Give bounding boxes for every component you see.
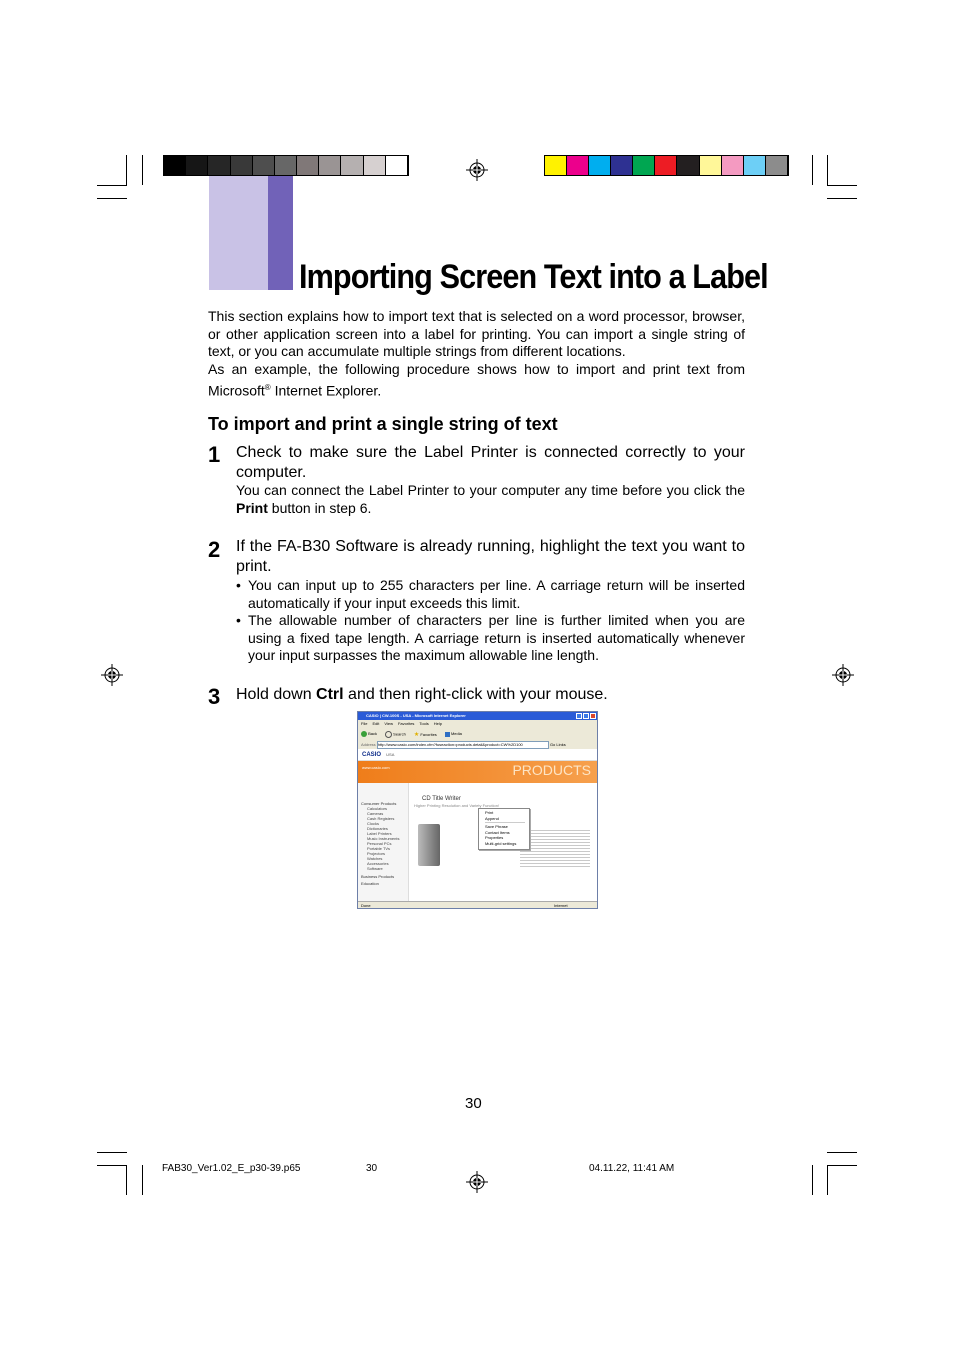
- window-titlebar: [358, 712, 597, 720]
- crop-mark: [827, 185, 857, 186]
- sidebar-section[interactable]: Consumer Products: [361, 801, 397, 806]
- region-label: USA: [386, 752, 395, 757]
- sidebar-item[interactable]: Watches: [367, 856, 383, 861]
- step-text: If the FA-B30 Software is already running, highlight the text you want to print.: [236, 538, 745, 575]
- section-heading: To import and print a single string of text: [208, 414, 558, 434]
- sidebar-list: [358, 806, 408, 871]
- footer-timestamp: 04.11.22, 11:41 AM: [589, 1163, 675, 1174]
- close-icon[interactable]: [590, 713, 596, 719]
- maximize-icon[interactable]: [583, 713, 589, 719]
- crop-mark: [812, 1165, 813, 1195]
- back-label: Back: [368, 731, 378, 737]
- step-number: 1: [208, 442, 221, 467]
- media-button[interactable]: [445, 731, 462, 736]
- address-label: Address: [361, 742, 376, 748]
- search-button[interactable]: [385, 731, 406, 738]
- search-icon: [385, 731, 392, 738]
- window-title: CASIO | CW-100S - USA - Microsoft Internet Explorer: [366, 713, 466, 718]
- registration-mark-icon: [466, 159, 488, 181]
- bullet-item: [236, 612, 745, 665]
- crop-mark: [97, 1165, 127, 1166]
- gray-swatch: [186, 156, 208, 175]
- registration-mark-icon: [466, 1171, 488, 1193]
- crop-mark: [97, 1152, 127, 1153]
- sidebar: [358, 783, 409, 902]
- browser-screenshot: [357, 711, 598, 909]
- registration-mark-icon: [832, 664, 854, 686]
- gray-swatch: [364, 156, 386, 175]
- product-image: [418, 824, 440, 866]
- sidebar-item[interactable]: Calculators: [367, 806, 388, 811]
- step-number: 2: [208, 537, 221, 562]
- step-text-bold: Ctrl: [316, 686, 344, 703]
- content-area: [412, 788, 594, 898]
- intro-text-1: This section explains how to import text that is selected on a word processor, browser, or other application screen into a label for printing. You can import a single string of text, or you can accumulate multiple strings from different locations.: [208, 308, 745, 360]
- gray-swatch: [297, 156, 319, 175]
- crop-mark: [827, 155, 828, 185]
- menu-item[interactable]: Properties: [485, 835, 504, 841]
- site-header: [358, 749, 597, 761]
- crop-mark: [126, 1165, 127, 1195]
- step-note-bold: Print: [236, 499, 268, 516]
- crop-mark: [827, 198, 857, 199]
- gray-swatch: [164, 156, 186, 175]
- sidebar-item[interactable]: Clocks: [367, 821, 380, 826]
- links-label: Links: [556, 742, 566, 748]
- crop-mark: [126, 155, 127, 185]
- address-bar: [358, 741, 597, 749]
- page-number: 30: [465, 1095, 482, 1112]
- sidebar-item[interactable]: Projectors: [367, 851, 386, 856]
- status-bar: [358, 901, 597, 908]
- star-icon: ★: [413, 731, 420, 738]
- crop-mark: [142, 1165, 143, 1195]
- minimize-icon[interactable]: [576, 713, 582, 719]
- footer-page: 30: [366, 1163, 378, 1174]
- color-swatch: [700, 156, 722, 175]
- sidebar-item[interactable]: Cash Registers: [367, 816, 395, 821]
- color-swatch: [589, 156, 611, 175]
- crop-mark: [827, 1165, 828, 1195]
- text-placeholder: [520, 828, 590, 868]
- intro-paragraph: [208, 308, 745, 400]
- sidebar-item[interactable]: Accessories: [367, 861, 389, 866]
- gray-swatch: [253, 156, 275, 175]
- sidebar-item[interactable]: Portable TVs: [367, 846, 391, 851]
- gray-swatch: [386, 156, 408, 175]
- sidebar-item[interactable]: Dictionaries: [367, 826, 388, 831]
- step-text: [236, 685, 745, 705]
- crop-mark: [97, 198, 127, 199]
- media-icon: [445, 732, 450, 737]
- title-tab-dark: [268, 176, 293, 290]
- gray-swatch: [275, 156, 297, 175]
- address-input[interactable]: http://www.casio.com/index.cfm?fuseaction=products.detail&product=CW%2D100: [377, 741, 549, 749]
- title-tab-light: [209, 176, 268, 290]
- product-subtitle: Higher Printing Resolution and Variety Function!: [414, 803, 500, 808]
- color-swatch: [567, 156, 589, 175]
- context-menu: [478, 808, 530, 850]
- color-swatch: [655, 156, 677, 175]
- back-icon: [361, 731, 367, 737]
- intro-text-2: As an example, the following procedure shows how to import and print text from Microsoft: [208, 361, 745, 399]
- menu-item[interactable]: Save Phrase: [485, 824, 508, 830]
- sidebar-item[interactable]: Personal PCs: [367, 841, 392, 846]
- step-text: Check to make sure the Label Printer is connected correctly to your computer.: [236, 444, 745, 481]
- menu-item[interactable]: Contact Items: [485, 829, 510, 835]
- crop-mark: [97, 185, 127, 186]
- menu-favorites[interactable]: Favorites: [397, 721, 415, 726]
- color-swatch: [744, 156, 766, 175]
- step-number: 3: [208, 684, 221, 709]
- gray-swatch: [319, 156, 341, 175]
- crop-mark: [827, 1152, 857, 1153]
- menu-item[interactable]: Append: [485, 815, 499, 821]
- product-title: CD Title Writer: [422, 796, 461, 802]
- bullet-symbol: •: [236, 577, 241, 593]
- menu-tools[interactable]: Tools: [419, 721, 429, 726]
- step-note-text: You can connect the Label Printer to your computer any time before you click the: [236, 482, 745, 498]
- bullet-item: [236, 577, 745, 612]
- color-bar: [544, 155, 789, 176]
- registered-mark: ®: [264, 382, 271, 392]
- menu-item[interactable]: Print: [485, 810, 494, 815]
- menu-view[interactable]: View: [384, 721, 393, 726]
- crop-mark: [827, 1165, 857, 1166]
- status-zone: Internet: [554, 903, 568, 908]
- menu-file[interactable]: File: [361, 721, 368, 726]
- color-swatch: [677, 156, 699, 175]
- products-banner: PRODUCTS: [512, 762, 591, 778]
- bullet-symbol: •: [236, 612, 241, 628]
- intro-text-3: Internet Explorer.: [270, 382, 382, 399]
- step-note-text: button in step 6.: [267, 499, 372, 516]
- step-text-part: Hold down: [236, 686, 317, 703]
- bullet-text: You can input up to 255 characters per line. A carriage return will be inserted automatically if your input exceeds this limit.: [248, 577, 745, 611]
- window-controls: [576, 713, 596, 719]
- sidebar-item[interactable]: Label Printers: [367, 831, 392, 836]
- menu-item[interactable]: Multi-grid settings: [485, 840, 517, 846]
- go-button[interactable]: Go: [549, 742, 556, 748]
- back-button[interactable]: [361, 731, 377, 737]
- favorites-button[interactable]: [414, 731, 437, 738]
- color-swatch: [722, 156, 744, 175]
- bullet-text: The allowable number of characters per line is further limited when you are using a fixed tape length. A carriage return is inserted automatically whenever your input surpasses the maximum allowable line length.: [248, 612, 745, 664]
- sidebar-section[interactable]: Business Products: [361, 874, 395, 879]
- grayscale-bar: [163, 155, 409, 176]
- menu-help[interactable]: Help: [433, 721, 442, 726]
- gray-swatch: [208, 156, 230, 175]
- gray-swatch: [231, 156, 253, 175]
- gray-swatch: [341, 156, 363, 175]
- search-label: Search: [393, 731, 406, 737]
- crop-mark: [142, 155, 143, 185]
- footer-filename: FAB30_Ver1.02_E_p30-39.p65: [162, 1163, 301, 1174]
- toolbar: [358, 727, 598, 741]
- menu-edit[interactable]: Edit: [372, 721, 380, 726]
- sidebar-section[interactable]: Education: [361, 881, 379, 886]
- crop-mark: [812, 155, 813, 185]
- step-note: [236, 482, 745, 517]
- menu-separator: [485, 822, 525, 823]
- sidebar-item[interactable]: Cameras: [367, 811, 384, 816]
- color-swatch: [545, 156, 567, 175]
- color-swatch: [633, 156, 655, 175]
- favorites-label: Favorites: [420, 731, 437, 737]
- sidebar-item[interactable]: Music Instruments: [367, 836, 400, 841]
- color-swatch: [611, 156, 633, 175]
- media-label: Media: [450, 731, 462, 737]
- color-swatch: [766, 156, 788, 175]
- casio-logo: CASIO: [362, 752, 382, 758]
- site-url[interactable]: www.casio.com: [362, 765, 390, 770]
- menu-bar: [358, 720, 598, 727]
- registration-mark-icon: [101, 664, 123, 686]
- sidebar-item[interactable]: Software: [367, 866, 383, 871]
- step-text-part: and then right-click with your mouse.: [343, 686, 608, 703]
- site-banner: [358, 761, 597, 783]
- status-text: Done: [361, 903, 371, 908]
- page-title: Importing Screen Text into a Label: [299, 258, 768, 296]
